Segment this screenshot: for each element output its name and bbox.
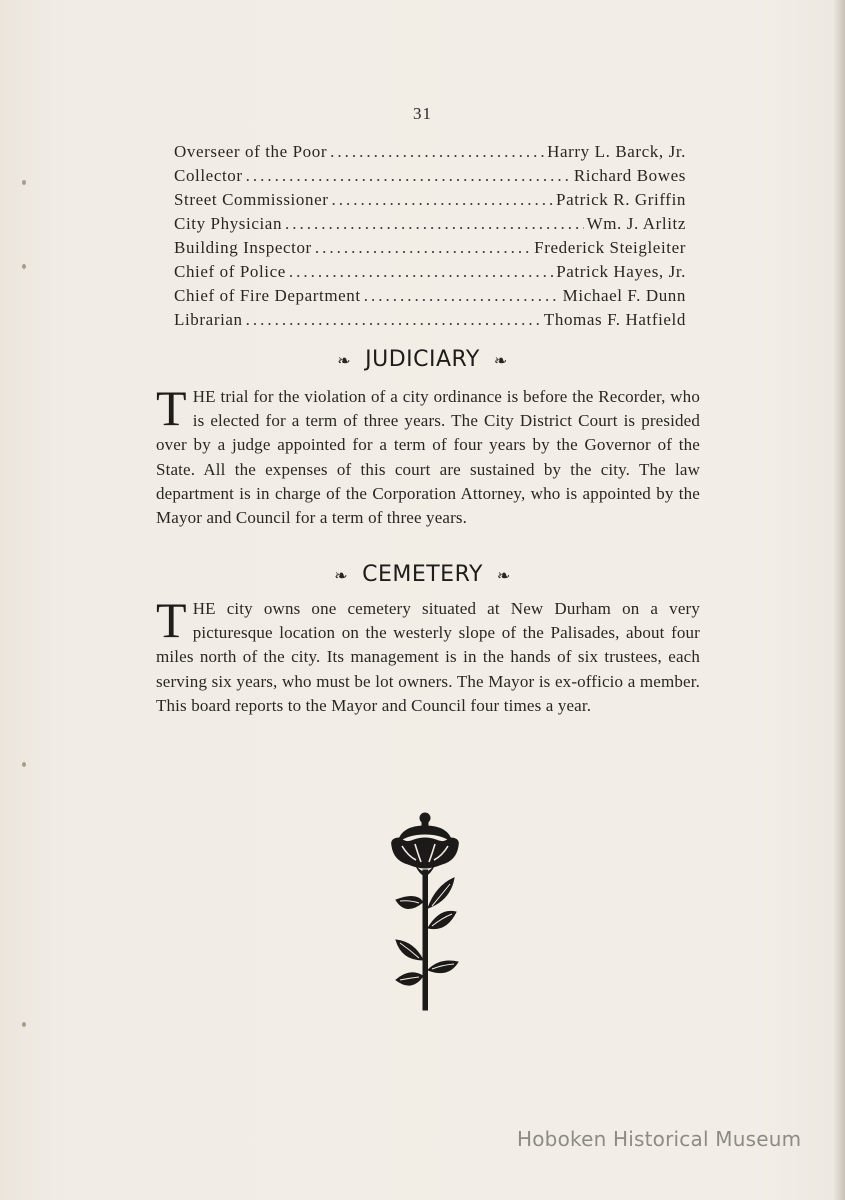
drop-cap: T (156, 380, 187, 436)
officer-name: Patrick R. Griffin (556, 190, 686, 209)
dot-leader (315, 238, 531, 258)
dot-leader (246, 310, 541, 330)
dot-leader (364, 286, 560, 306)
rose-tailpiece-icon (388, 808, 470, 1013)
dot-leader (330, 142, 544, 162)
paragraph-text: HE city owns one cemetery situated at New Durham on a very picturesque location on the westerly slope of the Palisades, about four miles north of the city. Its management is in the hands of six trustees, each serving six years, who must be lot owners. The Mayor is ex-officio a member. This board reports to the Mayor and Council four times a year. (156, 599, 700, 715)
officer-name: Richard Bowes (573, 166, 686, 185)
officer-title: Chief of Police (174, 262, 286, 281)
officer-title: City Physician (174, 214, 283, 233)
binding-hole (22, 264, 26, 269)
dot-leader (289, 262, 553, 282)
paragraph-text: HE trial for the violation of a city ordinance is before the Recorder, who is elected for a term of three years. The City District Court is presided over by a judge appointed for a term of four years by the Governor of the State. All the expenses of this court are sustained by the city. The law department is in charge of the Corporation Attorney, who is appointed by the Mayor and Council for a term of three years. (156, 387, 700, 528)
dot-leader (331, 190, 553, 210)
dot-leader (246, 166, 571, 186)
leaf-ornament-icon: ❧ (334, 565, 349, 585)
section-heading-cemetery (0, 562, 845, 587)
leaf-ornament-icon: ❧ (496, 565, 511, 585)
binding-hole (22, 1022, 26, 1027)
leaf-ornament-icon: ❧ (337, 350, 352, 370)
heading-text: CEMETERY (362, 562, 483, 587)
section-heading-judiciary (0, 347, 845, 372)
officer-row (174, 190, 686, 214)
drop-cap: T (156, 592, 187, 648)
dot-leader (285, 214, 584, 234)
officer-title: Building Inspector (174, 238, 312, 257)
officer-name: Frederick Steigleiter (534, 238, 686, 257)
officer-name: Michael F. Dunn (562, 286, 686, 305)
officer-row (174, 214, 686, 238)
officer-title: Chief of Fire Department (174, 286, 361, 305)
page-number: 31 (413, 104, 432, 123)
officer-row (174, 166, 686, 190)
binding-hole (22, 762, 26, 767)
museum-watermark: Hoboken Historical Museum (517, 1127, 802, 1151)
officer-title: Overseer of the Poor (174, 142, 328, 161)
officer-row (174, 262, 686, 286)
heading-text: JUDICIARY (365, 347, 480, 372)
officer-row (174, 238, 686, 262)
officer-name: Harry L. Barck, Jr. (547, 142, 686, 161)
judiciary-paragraph (156, 380, 700, 530)
officer-row (174, 142, 686, 166)
cemetery-paragraph (156, 592, 700, 718)
officer-name: Patrick Hayes, Jr. (556, 262, 686, 281)
officer-row (174, 310, 686, 334)
officer-title: Street Commissioner (174, 190, 329, 209)
officer-name: Thomas F. Hatfield (543, 310, 686, 329)
officer-name: Wm. J. Arlitz (586, 214, 686, 233)
officer-title: Librarian (174, 310, 243, 329)
officer-row (174, 286, 686, 310)
leaf-ornament-icon: ❧ (493, 350, 508, 370)
page-edge-shadow (833, 0, 845, 1200)
officer-title: Collector (174, 166, 243, 185)
binding-hole (22, 180, 26, 185)
officer-list (174, 142, 686, 334)
